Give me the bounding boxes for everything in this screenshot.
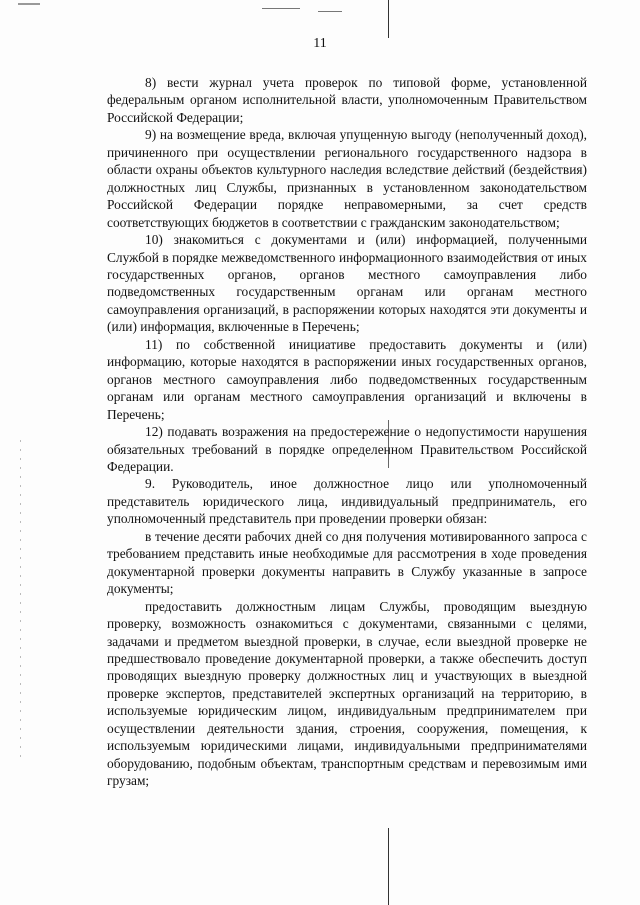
paragraph: 10) знакомиться с документами и (или) информацией, полученными Службой в порядке межведомственного информационного взаимодействия от иных государственных органов, органов местного самоуправления либо подведомственных государственным органам или органам местного самоуправления организаций, в распоряжении которых находятся эти документы и (или) информация, включенные в Перечень;	[107, 232, 587, 335]
scan-artifact	[18, 3, 40, 5]
paragraph: 8) вести журнал учета проверок по типовой форме, установленной федеральным органом исполнительной власти, уполномоченным Правительством Российской Федерации;	[107, 75, 587, 125]
scan-fold-line	[388, 828, 389, 905]
document-body	[107, 74, 587, 790]
scan-fold-line	[388, 0, 389, 38]
paragraph: предоставить должностным лицам Службы, проводящим выездную проверку, возможность ознакомиться с документами, связанными с целями, задачами и предметом выездной проверки, в случае, если выездной проверке не предшествовало проведение документарной проверки, а также обеспечить доступ проводящих выездную проверку должностных лиц и участвующих в выездной проверке экспертов, представителей экспертных организаций на территорию, в используемые юридическим лицом, индивидуальным предпринимателем при осуществлении деятельности здания, строения, сооружения, помещения, к используемым юридическими лицами, индивидуальными предпринимателями оборудованию, подобным объектам, транспортным средствам и перевозимым ими грузам;	[107, 598, 587, 789]
scan-margin-marks	[20, 440, 21, 760]
scan-artifact	[262, 8, 300, 9]
paragraph: 11) по собственной инициативе предоставить документы и (или) информацию, которые находятся в распоряжении иных государственных органов, органов местного самоуправления либо подведомственных государственным органам или органам местного самоуправления организаций и включены в Перечень;	[107, 336, 587, 422]
scan-artifact	[318, 11, 342, 12]
paragraph: в течение десяти рабочих дней со дня получения мотивированного запроса с требованием представить иные необходимые для рассмотрения в ходе проведения документарной проверки документы направить в Службу указанные в запросе документы;	[107, 528, 587, 597]
paragraph: 9) на возмещение вреда, включая упущенную выгоду (неполученный доход), причиненного при осуществлении регионального государственного надзора в области охраны объектов культурного наследия вследствие действий (бездействия) должностных лиц Службы, признанных в установленном законодательством Российской Федерации порядке неправомерными, за счет средств соответствующих бюджетов в соответствии с гражданским законодательством;	[107, 127, 587, 230]
paragraph: 12) подавать возражения на предостережение о недопустимости нарушения обязательных требований в порядке определенном Правительством Российской Федерации.	[107, 424, 587, 474]
page-number: 11	[313, 36, 327, 51]
paragraph: 9. Руководитель, иное должностное лицо или уполномоченный представитель юридического лица, индивидуальный предприниматель, его уполномоченный представитель при проведении проверки обязан:	[107, 476, 587, 527]
